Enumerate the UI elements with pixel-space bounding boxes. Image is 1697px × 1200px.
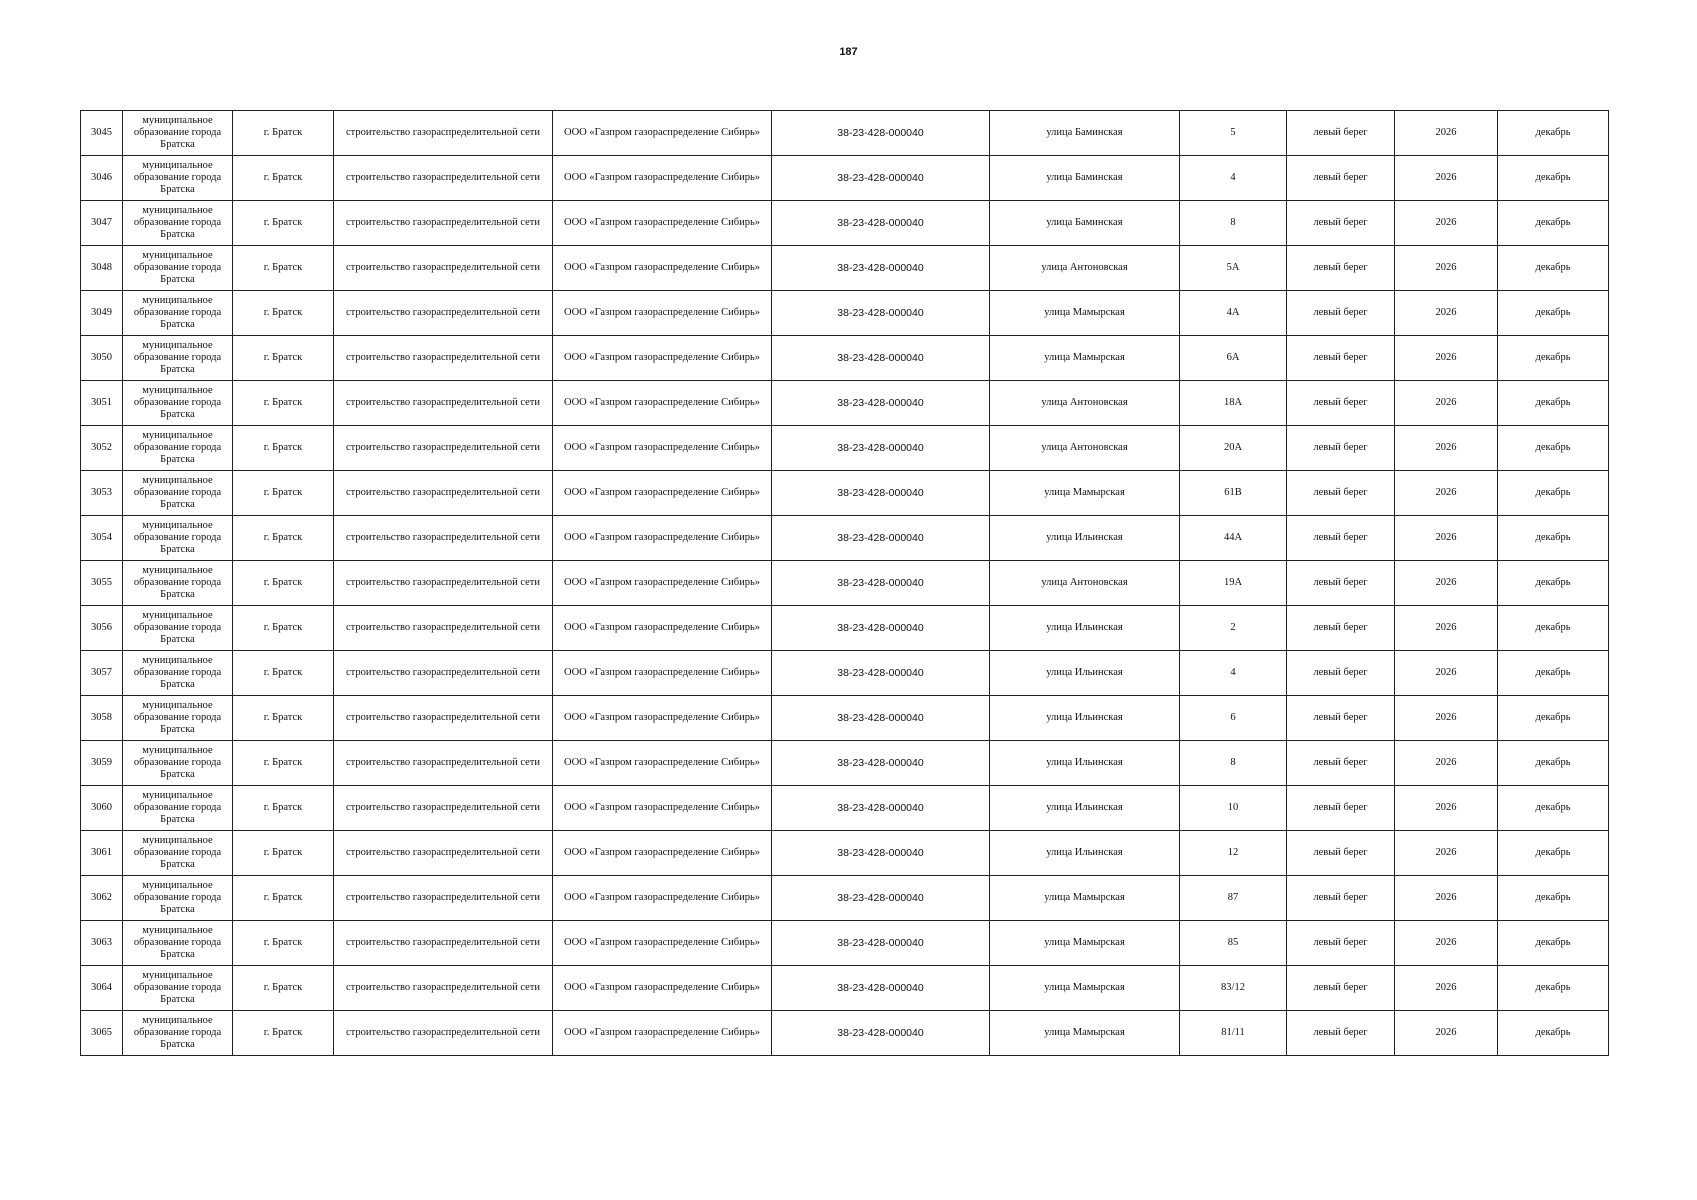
- cell-street: улица Баминская: [990, 201, 1180, 246]
- cell-area: левый берег: [1287, 471, 1395, 516]
- cell-code: 38-23-428-000040: [772, 471, 990, 516]
- cell-street: улица Ильинская: [990, 606, 1180, 651]
- cell-code: 38-23-428-000040: [772, 291, 990, 336]
- cell-municipality: муниципальное образование города Братска: [123, 471, 233, 516]
- cell-number: 3045: [81, 111, 123, 156]
- cell-organization: ООО «Газпром газораспределение Сибирь»: [553, 786, 772, 831]
- cell-street: улица Ильинская: [990, 741, 1180, 786]
- cell-organization: ООО «Газпром газораспределение Сибирь»: [553, 606, 772, 651]
- cell-area: левый берег: [1287, 921, 1395, 966]
- table-row: [81, 516, 1609, 561]
- cell-code: 38-23-428-000040: [772, 201, 990, 246]
- cell-house: 5: [1180, 111, 1287, 156]
- cell-street: улица Антоновская: [990, 426, 1180, 471]
- cell-number: 3063: [81, 921, 123, 966]
- cell-house: 44А: [1180, 516, 1287, 561]
- cell-month: декабрь: [1498, 201, 1609, 246]
- cell-month: декабрь: [1498, 561, 1609, 606]
- cell-street: улица Мамырская: [990, 921, 1180, 966]
- table-row: [81, 111, 1609, 156]
- cell-house: 19А: [1180, 561, 1287, 606]
- cell-municipality: муниципальное образование города Братска: [123, 876, 233, 921]
- cell-city: г. Братск: [233, 336, 334, 381]
- cell-municipality: муниципальное образование города Братска: [123, 651, 233, 696]
- cell-municipality: муниципальное образование города Братска: [123, 111, 233, 156]
- cell-area: левый берег: [1287, 606, 1395, 651]
- cell-organization: ООО «Газпром газораспределение Сибирь»: [553, 471, 772, 516]
- cell-code: 38-23-428-000040: [772, 876, 990, 921]
- cell-city: г. Братск: [233, 111, 334, 156]
- cell-area: левый берег: [1287, 291, 1395, 336]
- cell-month: декабрь: [1498, 471, 1609, 516]
- cell-work-type: строительство газораспределительной сети: [334, 471, 553, 516]
- cell-month: декабрь: [1498, 696, 1609, 741]
- cell-number: 3065: [81, 1011, 123, 1056]
- cell-month: декабрь: [1498, 606, 1609, 651]
- cell-code: 38-23-428-000040: [772, 336, 990, 381]
- cell-street: улица Антоновская: [990, 246, 1180, 291]
- cell-month: декабрь: [1498, 336, 1609, 381]
- cell-organization: ООО «Газпром газораспределение Сибирь»: [553, 741, 772, 786]
- cell-work-type: строительство газораспределительной сети: [334, 696, 553, 741]
- cell-number: 3049: [81, 291, 123, 336]
- cell-year: 2026: [1395, 471, 1498, 516]
- cell-area: левый берег: [1287, 156, 1395, 201]
- cell-organization: ООО «Газпром газораспределение Сибирь»: [553, 246, 772, 291]
- cell-number: 3051: [81, 381, 123, 426]
- cell-house: 61В: [1180, 471, 1287, 516]
- table-row: [81, 606, 1609, 651]
- cell-organization: ООО «Газпром газораспределение Сибирь»: [553, 966, 772, 1011]
- table-row: [81, 831, 1609, 876]
- cell-number: 3047: [81, 201, 123, 246]
- cell-street: улица Мамырская: [990, 336, 1180, 381]
- cell-area: левый берег: [1287, 516, 1395, 561]
- cell-code: 38-23-428-000040: [772, 426, 990, 471]
- cell-organization: ООО «Газпром газораспределение Сибирь»: [553, 516, 772, 561]
- cell-work-type: строительство газораспределительной сети: [334, 516, 553, 561]
- cell-municipality: муниципальное образование города Братска: [123, 696, 233, 741]
- cell-year: 2026: [1395, 606, 1498, 651]
- cell-area: левый берег: [1287, 111, 1395, 156]
- cell-month: декабрь: [1498, 516, 1609, 561]
- cell-house: 4А: [1180, 291, 1287, 336]
- cell-area: левый берег: [1287, 246, 1395, 291]
- cell-work-type: строительство газораспределительной сети: [334, 201, 553, 246]
- cell-street: улица Мамырская: [990, 471, 1180, 516]
- cell-number: 3057: [81, 651, 123, 696]
- cell-month: декабрь: [1498, 786, 1609, 831]
- cell-house: 87: [1180, 876, 1287, 921]
- cell-organization: ООО «Газпром газораспределение Сибирь»: [553, 336, 772, 381]
- cell-work-type: строительство газораспределительной сети: [334, 876, 553, 921]
- cell-city: г. Братск: [233, 651, 334, 696]
- cell-municipality: муниципальное образование города Братска: [123, 1011, 233, 1056]
- cell-code: 38-23-428-000040: [772, 786, 990, 831]
- table-row: [81, 561, 1609, 606]
- cell-year: 2026: [1395, 201, 1498, 246]
- cell-area: левый берег: [1287, 201, 1395, 246]
- cell-work-type: строительство газораспределительной сети: [334, 156, 553, 201]
- cell-code: 38-23-428-000040: [772, 831, 990, 876]
- cell-area: левый берег: [1287, 651, 1395, 696]
- table-row: [81, 246, 1609, 291]
- cell-area: левый берег: [1287, 966, 1395, 1011]
- cell-work-type: строительство газораспределительной сети: [334, 651, 553, 696]
- cell-house: 12: [1180, 831, 1287, 876]
- cell-work-type: строительство газораспределительной сети: [334, 336, 553, 381]
- cell-municipality: муниципальное образование города Братска: [123, 291, 233, 336]
- cell-work-type: строительство газораспределительной сети: [334, 111, 553, 156]
- cell-municipality: муниципальное образование города Братска: [123, 966, 233, 1011]
- table-row: [81, 1011, 1609, 1056]
- cell-work-type: строительство газораспределительной сети: [334, 606, 553, 651]
- cell-work-type: строительство газораспределительной сети: [334, 921, 553, 966]
- cell-street: улица Антоновская: [990, 561, 1180, 606]
- cell-area: левый берег: [1287, 426, 1395, 471]
- cell-number: 3060: [81, 786, 123, 831]
- table-body: [81, 111, 1609, 1056]
- cell-organization: ООО «Газпром газораспределение Сибирь»: [553, 156, 772, 201]
- cell-house: 5А: [1180, 246, 1287, 291]
- cell-number: 3064: [81, 966, 123, 1011]
- cell-city: г. Братск: [233, 876, 334, 921]
- cell-city: г. Братск: [233, 291, 334, 336]
- cell-month: декабрь: [1498, 921, 1609, 966]
- cell-code: 38-23-428-000040: [772, 516, 990, 561]
- cell-year: 2026: [1395, 651, 1498, 696]
- table-row: [81, 336, 1609, 381]
- cell-house: 6А: [1180, 336, 1287, 381]
- cell-area: левый берег: [1287, 336, 1395, 381]
- table-row: [81, 471, 1609, 516]
- cell-code: 38-23-428-000040: [772, 1011, 990, 1056]
- table-row: [81, 156, 1609, 201]
- cell-city: г. Братск: [233, 381, 334, 426]
- cell-municipality: муниципальное образование города Братска: [123, 426, 233, 471]
- cell-code: 38-23-428-000040: [772, 966, 990, 1011]
- cell-year: 2026: [1395, 1011, 1498, 1056]
- cell-city: г. Братск: [233, 921, 334, 966]
- cell-work-type: строительство газораспределительной сети: [334, 381, 553, 426]
- cell-organization: ООО «Газпром газораспределение Сибирь»: [553, 111, 772, 156]
- cell-municipality: муниципальное образование города Братска: [123, 786, 233, 831]
- cell-house: 4: [1180, 651, 1287, 696]
- cell-municipality: муниципальное образование города Братска: [123, 381, 233, 426]
- table-row: [81, 786, 1609, 831]
- cell-month: декабрь: [1498, 651, 1609, 696]
- cell-code: 38-23-428-000040: [772, 156, 990, 201]
- cell-work-type: строительство газораспределительной сети: [334, 966, 553, 1011]
- cell-number: 3058: [81, 696, 123, 741]
- cell-house: 8: [1180, 741, 1287, 786]
- cell-area: левый берег: [1287, 786, 1395, 831]
- cell-organization: ООО «Газпром газораспределение Сибирь»: [553, 921, 772, 966]
- cell-year: 2026: [1395, 696, 1498, 741]
- cell-work-type: строительство газораспределительной сети: [334, 291, 553, 336]
- cell-work-type: строительство газораспределительной сети: [334, 426, 553, 471]
- cell-area: левый берег: [1287, 831, 1395, 876]
- cell-house: 85: [1180, 921, 1287, 966]
- table-row: [81, 426, 1609, 471]
- cell-month: декабрь: [1498, 831, 1609, 876]
- cell-month: декабрь: [1498, 156, 1609, 201]
- cell-city: г. Братск: [233, 516, 334, 561]
- cell-code: 38-23-428-000040: [772, 651, 990, 696]
- cell-street: улица Мамырская: [990, 291, 1180, 336]
- cell-month: декабрь: [1498, 876, 1609, 921]
- cell-year: 2026: [1395, 381, 1498, 426]
- cell-code: 38-23-428-000040: [772, 381, 990, 426]
- cell-street: улица Баминская: [990, 156, 1180, 201]
- cell-area: левый берег: [1287, 696, 1395, 741]
- cell-month: декабрь: [1498, 111, 1609, 156]
- cell-municipality: муниципальное образование города Братска: [123, 606, 233, 651]
- cell-street: улица Ильинская: [990, 786, 1180, 831]
- table-row: [81, 741, 1609, 786]
- cell-street: улица Ильинская: [990, 696, 1180, 741]
- cell-municipality: муниципальное образование города Братска: [123, 516, 233, 561]
- cell-street: улица Ильинская: [990, 516, 1180, 561]
- table-row: [81, 381, 1609, 426]
- cell-organization: ООО «Газпром газораспределение Сибирь»: [553, 651, 772, 696]
- cell-house: 6: [1180, 696, 1287, 741]
- cell-street: улица Антоновская: [990, 381, 1180, 426]
- cell-number: 3055: [81, 561, 123, 606]
- cell-organization: ООО «Газпром газораспределение Сибирь»: [553, 291, 772, 336]
- cell-year: 2026: [1395, 426, 1498, 471]
- cell-year: 2026: [1395, 291, 1498, 336]
- cell-area: левый берег: [1287, 1011, 1395, 1056]
- cell-street: улица Ильинская: [990, 831, 1180, 876]
- cell-house: 83/12: [1180, 966, 1287, 1011]
- cell-house: 8: [1180, 201, 1287, 246]
- cell-city: г. Братск: [233, 741, 334, 786]
- cell-month: декабрь: [1498, 741, 1609, 786]
- cell-year: 2026: [1395, 246, 1498, 291]
- cell-organization: ООО «Газпром газораспределение Сибирь»: [553, 696, 772, 741]
- cell-city: г. Братск: [233, 786, 334, 831]
- cell-area: левый берег: [1287, 561, 1395, 606]
- cell-municipality: муниципальное образование города Братска: [123, 246, 233, 291]
- cell-code: 38-23-428-000040: [772, 921, 990, 966]
- cell-organization: ООО «Газпром газораспределение Сибирь»: [553, 426, 772, 471]
- cell-municipality: муниципальное образование города Братска: [123, 921, 233, 966]
- cell-number: 3059: [81, 741, 123, 786]
- cell-work-type: строительство газораспределительной сети: [334, 786, 553, 831]
- cell-month: декабрь: [1498, 291, 1609, 336]
- cell-municipality: муниципальное образование города Братска: [123, 741, 233, 786]
- cell-area: левый берег: [1287, 381, 1395, 426]
- cell-code: 38-23-428-000040: [772, 741, 990, 786]
- cell-number: 3054: [81, 516, 123, 561]
- cell-code: 38-23-428-000040: [772, 696, 990, 741]
- cell-number: 3048: [81, 246, 123, 291]
- cell-house: 20А: [1180, 426, 1287, 471]
- cell-municipality: муниципальное образование города Братска: [123, 561, 233, 606]
- cell-city: г. Братск: [233, 696, 334, 741]
- table-row: [81, 966, 1609, 1011]
- cell-year: 2026: [1395, 966, 1498, 1011]
- cell-year: 2026: [1395, 516, 1498, 561]
- table-row: [81, 921, 1609, 966]
- cell-area: левый берег: [1287, 876, 1395, 921]
- cell-house: 4: [1180, 156, 1287, 201]
- cell-number: 3052: [81, 426, 123, 471]
- cell-year: 2026: [1395, 561, 1498, 606]
- cell-street: улица Ильинская: [990, 651, 1180, 696]
- cell-organization: ООО «Газпром газораспределение Сибирь»: [553, 201, 772, 246]
- cell-year: 2026: [1395, 831, 1498, 876]
- cell-year: 2026: [1395, 741, 1498, 786]
- cell-number: 3061: [81, 831, 123, 876]
- cell-city: г. Братск: [233, 201, 334, 246]
- cell-year: 2026: [1395, 111, 1498, 156]
- cell-city: г. Братск: [233, 561, 334, 606]
- cell-month: декабрь: [1498, 381, 1609, 426]
- cell-street: улица Мамырская: [990, 966, 1180, 1011]
- cell-house: 2: [1180, 606, 1287, 651]
- cell-month: декабрь: [1498, 426, 1609, 471]
- cell-year: 2026: [1395, 921, 1498, 966]
- works-table: [80, 110, 1609, 1056]
- cell-number: 3056: [81, 606, 123, 651]
- cell-municipality: муниципальное образование города Братска: [123, 156, 233, 201]
- cell-month: декабрь: [1498, 246, 1609, 291]
- cell-municipality: муниципальное образование города Братска: [123, 201, 233, 246]
- cell-year: 2026: [1395, 876, 1498, 921]
- cell-work-type: строительство газораспределительной сети: [334, 246, 553, 291]
- cell-city: г. Братск: [233, 156, 334, 201]
- cell-year: 2026: [1395, 336, 1498, 381]
- table-row: [81, 876, 1609, 921]
- cell-city: г. Братск: [233, 246, 334, 291]
- cell-city: г. Братск: [233, 426, 334, 471]
- table-row: [81, 291, 1609, 336]
- cell-number: 3050: [81, 336, 123, 381]
- cell-organization: ООО «Газпром газораспределение Сибирь»: [553, 561, 772, 606]
- cell-organization: ООО «Газпром газораспределение Сибирь»: [553, 831, 772, 876]
- cell-work-type: строительство газораспределительной сети: [334, 831, 553, 876]
- table-row: [81, 651, 1609, 696]
- cell-street: улица Баминская: [990, 111, 1180, 156]
- cell-work-type: строительство газораспределительной сети: [334, 1011, 553, 1056]
- cell-organization: ООО «Газпром газораспределение Сибирь»: [553, 876, 772, 921]
- cell-house: 18А: [1180, 381, 1287, 426]
- cell-number: 3062: [81, 876, 123, 921]
- table-row: [81, 696, 1609, 741]
- cell-municipality: муниципальное образование города Братска: [123, 831, 233, 876]
- cell-organization: ООО «Газпром газораспределение Сибирь»: [553, 381, 772, 426]
- cell-city: г. Братск: [233, 1011, 334, 1056]
- cell-work-type: строительство газораспределительной сети: [334, 561, 553, 606]
- table-row: [81, 201, 1609, 246]
- cell-city: г. Братск: [233, 471, 334, 516]
- cell-year: 2026: [1395, 786, 1498, 831]
- cell-number: 3053: [81, 471, 123, 516]
- cell-street: улица Мамырская: [990, 1011, 1180, 1056]
- cell-city: г. Братск: [233, 966, 334, 1011]
- cell-number: 3046: [81, 156, 123, 201]
- cell-area: левый берег: [1287, 741, 1395, 786]
- cell-work-type: строительство газораспределительной сети: [334, 741, 553, 786]
- cell-city: г. Братск: [233, 606, 334, 651]
- cell-city: г. Братск: [233, 831, 334, 876]
- cell-code: 38-23-428-000040: [772, 246, 990, 291]
- cell-organization: ООО «Газпром газораспределение Сибирь»: [553, 1011, 772, 1056]
- cell-year: 2026: [1395, 156, 1498, 201]
- cell-code: 38-23-428-000040: [772, 561, 990, 606]
- cell-street: улица Мамырская: [990, 876, 1180, 921]
- cell-code: 38-23-428-000040: [772, 111, 990, 156]
- cell-month: декабрь: [1498, 1011, 1609, 1056]
- cell-municipality: муниципальное образование города Братска: [123, 336, 233, 381]
- cell-code: 38-23-428-000040: [772, 606, 990, 651]
- page-number: 187: [839, 46, 858, 58]
- cell-month: декабрь: [1498, 966, 1609, 1011]
- cell-house: 10: [1180, 786, 1287, 831]
- cell-house: 81/11: [1180, 1011, 1287, 1056]
